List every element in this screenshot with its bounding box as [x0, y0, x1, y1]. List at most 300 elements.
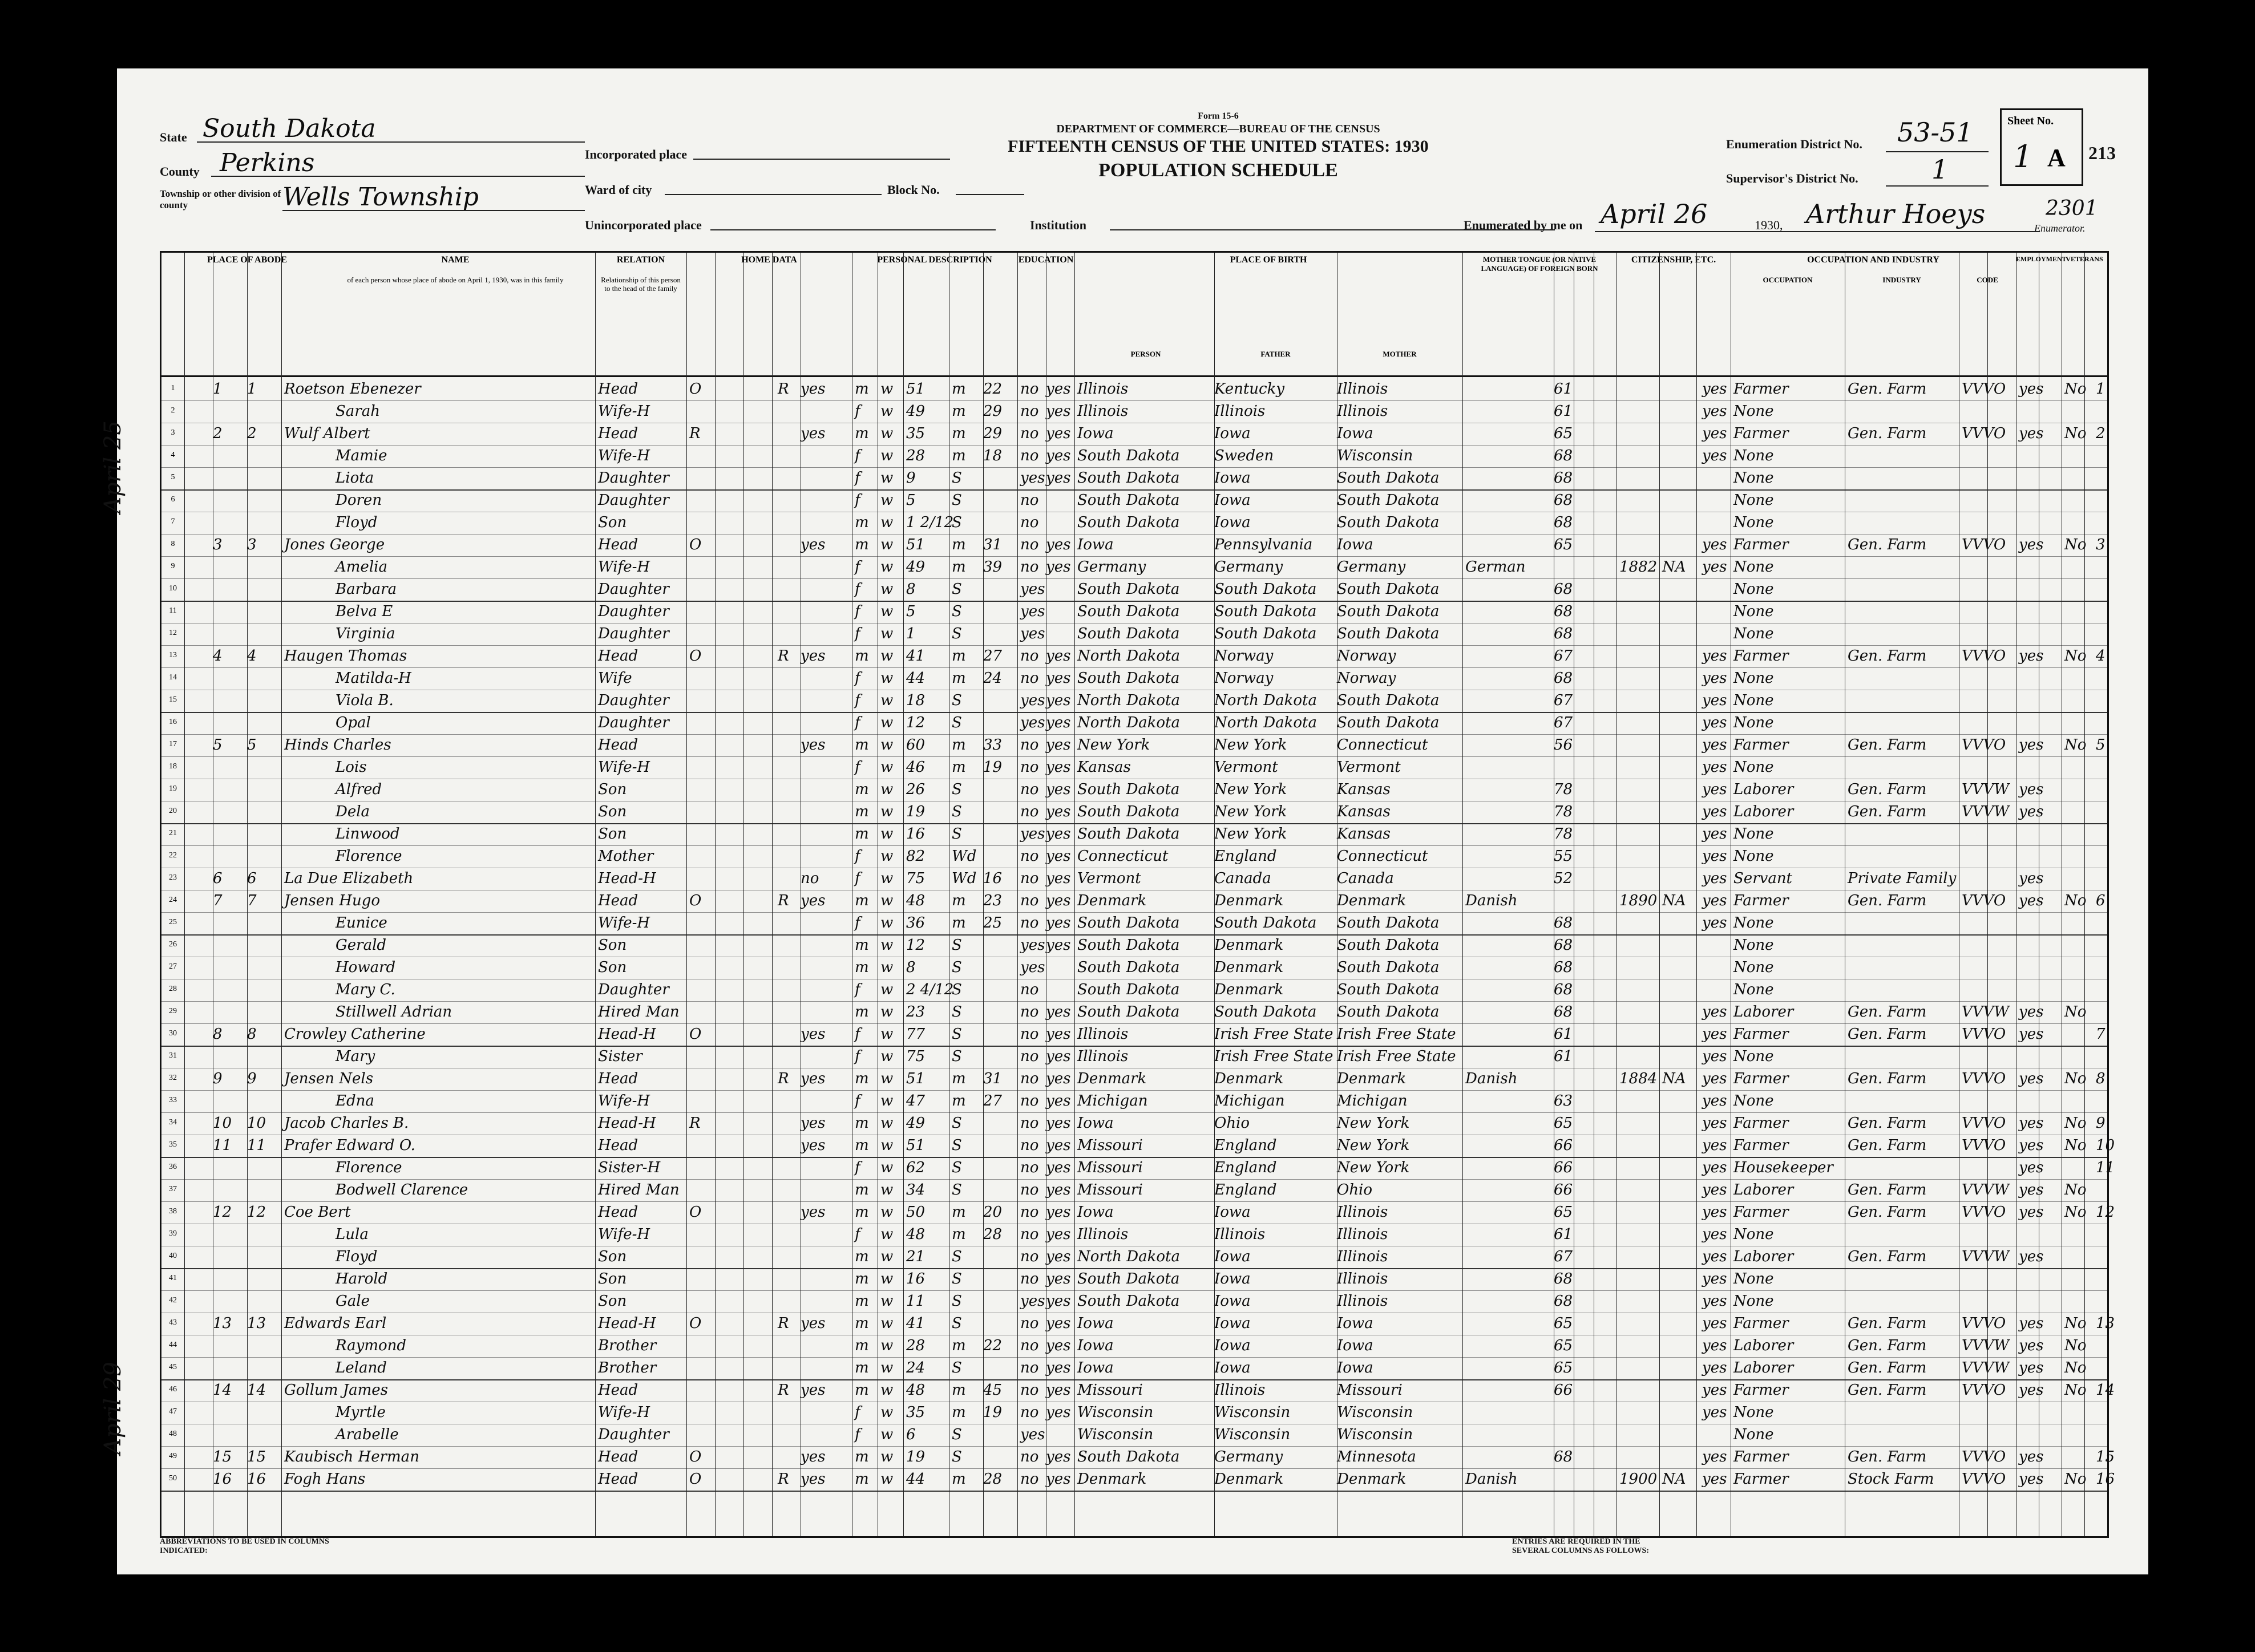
cell-ocode: VVVO: [1962, 425, 2006, 442]
cell-sex: m: [855, 1337, 869, 1354]
cell-lit: yes: [1046, 937, 1071, 954]
cell-ms: m: [952, 670, 966, 687]
cell-lit: yes: [1046, 736, 1071, 754]
cell-cit: NA: [1662, 892, 1686, 909]
cell-dw: 3: [213, 536, 223, 553]
cell-sch: no: [1020, 492, 1039, 509]
cell-lit: yes: [1046, 714, 1071, 731]
cell-mage: 25: [983, 914, 1003, 932]
cell-race: w: [880, 1048, 894, 1065]
cell-name: Sarah: [336, 403, 380, 420]
cell-rel: Daughter: [598, 625, 669, 642]
cell-eng: yes: [1702, 1471, 1727, 1488]
cell-ln: 6: [171, 495, 175, 504]
cell-occ: None: [1733, 469, 1774, 487]
cell-ln: 38: [169, 1207, 177, 1216]
cell-fbp: Iowa: [1214, 1270, 1251, 1287]
cell-mbp: Irish Free State: [1337, 1026, 1456, 1043]
form-number: Form 15-6: [1198, 111, 1239, 121]
cell-ocode: VVVO: [1962, 1204, 2006, 1221]
cell-code: 61: [1554, 1048, 1573, 1065]
cell-ms: m: [952, 558, 966, 576]
cell-ms: S: [952, 1115, 962, 1132]
cell-vet: No: [2064, 736, 2087, 754]
cell-rel: Wife-H: [598, 558, 650, 576]
cell-farmsch: 3: [2096, 536, 2106, 553]
header-code: CODE: [1977, 276, 1998, 284]
cell-fbp: England: [1214, 848, 1277, 865]
cell-rel: Wife-H: [598, 447, 650, 464]
cell-rel: Wife: [598, 670, 632, 687]
cell-code: 67: [1554, 1248, 1573, 1265]
cell-occ: None: [1733, 403, 1774, 420]
cell-lit: yes: [1046, 892, 1071, 909]
cell-emp: yes: [2019, 536, 2044, 553]
cell-eng: yes: [1702, 1270, 1727, 1287]
cell-fbp: Denmark: [1214, 892, 1284, 909]
cell-fbp: New York: [1214, 803, 1287, 820]
cell-bp: South Dakota: [1077, 1293, 1180, 1310]
cell-fbp: England: [1214, 1137, 1277, 1154]
cell-rel: Mother: [598, 848, 654, 865]
cell-ln: 41: [169, 1274, 177, 1282]
cell-mbp: Wisconsin: [1337, 1404, 1413, 1421]
cell-age: 35: [906, 1404, 926, 1421]
margin-note-top: April 25: [100, 420, 126, 513]
cell-mage: 27: [983, 1092, 1003, 1110]
cell-eng: yes: [1702, 1181, 1727, 1198]
cell-ind: Gen. Farm: [1848, 536, 1927, 553]
cell-sch: yes: [1020, 469, 1045, 487]
cell-eng: yes: [1702, 1026, 1727, 1043]
table-row: [161, 934, 2107, 957]
cell-age: 6: [906, 1426, 916, 1443]
cell-race: w: [880, 1070, 894, 1087]
cell-sch: no: [1020, 892, 1039, 909]
cell-race: w: [880, 1448, 894, 1465]
cell-lit: yes: [1046, 380, 1071, 398]
cell-mage: 28: [983, 1226, 1003, 1243]
cell-rel: Brother: [598, 1359, 657, 1376]
cell-eng: yes: [1702, 1204, 1727, 1221]
enumerator-label: Enumerator.: [2034, 222, 2086, 234]
table-row: [161, 1335, 2107, 1358]
cell-radio: yes: [801, 380, 826, 398]
cell-name: Gerald: [336, 937, 387, 954]
cell-ln: 12: [169, 629, 177, 637]
cell-ms: S: [952, 959, 962, 976]
table-row: [161, 667, 2107, 690]
cell-code: 68: [1554, 1448, 1573, 1465]
cell-lit: yes: [1046, 670, 1071, 687]
cell-occ: None: [1733, 1270, 1774, 1287]
cell-mbp: Canada: [1337, 870, 1394, 887]
cell-occ: None: [1733, 759, 1774, 776]
cell-emp: yes: [2019, 1159, 2044, 1176]
cell-ocode: VVVO: [1962, 536, 2006, 553]
unincorporated-label: Unincorporated place: [585, 218, 702, 232]
cell-sex: f: [855, 848, 860, 865]
cell-fbp: Germany: [1214, 1448, 1283, 1465]
cell-own: O: [689, 536, 702, 553]
cell-ln: 31: [169, 1051, 177, 1060]
cell-sex: f: [855, 447, 860, 464]
cell-fam: 1: [247, 380, 257, 398]
cell-occ: Farmer: [1733, 736, 1789, 754]
cell-race: w: [880, 1226, 894, 1243]
cell-mbp: Michigan: [1337, 1092, 1408, 1110]
cell-age: 35: [906, 425, 926, 442]
cell-lit: yes: [1046, 469, 1071, 487]
census-sheet: [117, 68, 2148, 1574]
column-divider: [715, 253, 716, 1536]
cell-mbp: South Dakota: [1337, 914, 1440, 932]
cell-ms: S: [952, 781, 962, 798]
cell-sex: f: [855, 670, 860, 687]
cell-eng: yes: [1702, 714, 1727, 731]
cell-lit: yes: [1046, 803, 1071, 820]
cell-occ: None: [1733, 447, 1774, 464]
cell-race: w: [880, 1204, 894, 1221]
cell-rel: Head: [598, 536, 638, 553]
cell-race: w: [880, 1337, 894, 1354]
cell-ocode: VVVW: [1962, 1337, 2010, 1354]
cell-code: 68: [1554, 981, 1573, 998]
cell-rel: Head-H: [598, 1115, 656, 1132]
cell-mage: 22: [983, 1337, 1003, 1354]
cell-fbp: New York: [1214, 825, 1287, 843]
cell-sex: f: [855, 603, 860, 620]
enum-district-label: Enumeration District No.: [1726, 137, 1862, 151]
cell-mbp: Denmark: [1337, 892, 1407, 909]
cell-rel: Son: [598, 1248, 627, 1265]
sheet-number-box: [2000, 108, 2083, 186]
table-row: [161, 1201, 2115, 1224]
cell-mbp: Kansas: [1337, 825, 1391, 843]
cell-yr: 1884: [1619, 1070, 1658, 1087]
cell-rel: Wife-H: [598, 403, 650, 420]
cell-name: Viola B.: [336, 692, 394, 709]
cell-ln: 23: [169, 873, 177, 882]
cell-dw: 4: [213, 647, 223, 665]
cell-occ: None: [1733, 558, 1774, 576]
group-personal-description: PERSONAL DESCRIPTION: [877, 255, 992, 265]
cell-ln: 15: [169, 695, 177, 704]
group-employment: EMPLOYMENT: [2016, 255, 2067, 263]
table-row: [161, 1112, 2107, 1135]
cell-fam: 2: [247, 425, 257, 442]
cell-sch: no: [1020, 647, 1039, 665]
cell-lit: yes: [1046, 1092, 1071, 1110]
cell-emp: yes: [2019, 892, 2044, 909]
cell-bp: Iowa: [1077, 1359, 1114, 1376]
cell-lit: yes: [1046, 425, 1071, 442]
cell-race: w: [880, 1026, 894, 1043]
cell-ocode: VVVO: [1962, 1115, 2006, 1132]
column-divider: [743, 253, 744, 1536]
cell-occ: Laborer: [1733, 781, 1794, 798]
group-mother-tongue: MOTHER TONGUE (OR NATIVE LANGUAGE) OF FOREIGN BORN: [1481, 255, 1598, 273]
table-row: [161, 1135, 2115, 1158]
cell-name: Fogh Hans: [284, 1471, 366, 1488]
cell-bp: North Dakota: [1077, 1248, 1180, 1265]
cell-farmsch: 4: [2096, 647, 2106, 665]
cell-code: 66: [1554, 1181, 1573, 1198]
cell-sch: yes: [1020, 1426, 1045, 1443]
cell-race: w: [880, 892, 894, 909]
cell-ms: S: [952, 1248, 962, 1265]
cell-eng: yes: [1702, 1359, 1727, 1376]
cell-ocode: VVVO: [1962, 1070, 2006, 1087]
table-row: [161, 1379, 2115, 1402]
cell-bp: Vermont: [1077, 870, 1141, 887]
cell-mage: 29: [983, 403, 1003, 420]
cell-ln: 18: [169, 762, 177, 771]
cell-name: Jensen Hugo: [284, 892, 381, 909]
cell-eng: yes: [1702, 558, 1727, 576]
cell-age: 12: [906, 937, 926, 954]
cell-race: w: [880, 1248, 894, 1265]
table-row: [161, 690, 2107, 713]
cell-name: Stillwell Adrian: [336, 1003, 452, 1021]
census-title: FIFTEENTH CENSUS OF THE UNITED STATES: 1930: [1008, 137, 1429, 156]
cell-occ: Farmer: [1733, 380, 1789, 398]
cell-ms: m: [952, 759, 966, 776]
incorporated-label: Incorporated place: [585, 147, 688, 161]
cell-rel: Son: [598, 959, 627, 976]
cell-sch: no: [1020, 1026, 1039, 1043]
cell-sch: yes: [1020, 603, 1045, 620]
cell-bp: South Dakota: [1077, 803, 1180, 820]
cell-fbp: Canada: [1214, 870, 1271, 887]
cell-mage: 31: [983, 1070, 1003, 1087]
cell-fbp: Irish Free State: [1214, 1026, 1333, 1043]
cell-ind: Gen. Farm: [1848, 1382, 1927, 1399]
cell-ln: 26: [169, 940, 177, 949]
column-divider: [281, 253, 282, 1536]
cell-age: 8: [906, 581, 916, 598]
cell-ln: 1: [171, 384, 175, 392]
cell-vet: No: [2064, 1204, 2087, 1221]
cell-age: 21: [906, 1248, 926, 1265]
cell-farm: R: [778, 1315, 789, 1332]
cell-rel: Head: [598, 736, 638, 754]
cell-fbp: Iowa: [1214, 1204, 1251, 1221]
table-row: [161, 423, 2107, 446]
cell-sch: no: [1020, 1070, 1039, 1087]
cell-name: Jensen Nels: [284, 1070, 374, 1087]
cell-ms: S: [952, 981, 962, 998]
cell-race: w: [880, 380, 894, 398]
cell-occ: Farmer: [1733, 892, 1789, 909]
cell-sch: yes: [1020, 937, 1045, 954]
cell-mbp: South Dakota: [1337, 514, 1440, 531]
cell-name: Dela: [336, 803, 370, 820]
cell-occ: Farmer: [1733, 647, 1789, 665]
cell-occ: None: [1733, 848, 1774, 865]
cell-mbp: South Dakota: [1337, 492, 1440, 509]
cell-bp: Germany: [1077, 558, 1146, 576]
cell-ind: Gen. Farm: [1848, 736, 1927, 754]
cell-ln: 8: [171, 540, 175, 548]
cell-sch: no: [1020, 1248, 1039, 1265]
column-divider: [903, 253, 904, 1536]
cell-name: Roetson Ebenezer: [284, 380, 421, 398]
cell-sex: m: [855, 1070, 869, 1087]
table-row: [161, 445, 2107, 468]
cell-bp: Iowa: [1077, 425, 1114, 442]
cell-bp: Illinois: [1077, 380, 1129, 398]
cell-fam: 13: [247, 1315, 266, 1332]
cell-mbp: South Dakota: [1337, 937, 1440, 954]
cell-ms: S: [952, 469, 962, 487]
ward-label: Ward of city: [585, 183, 652, 197]
cell-age: 11: [906, 1293, 926, 1310]
cell-sex: f: [855, 870, 860, 887]
cell-mbp: Connecticut: [1337, 736, 1428, 754]
cell-lit: yes: [1046, 1226, 1071, 1243]
cell-ind: Gen. Farm: [1848, 1448, 1927, 1465]
cell-occ: None: [1733, 981, 1774, 998]
cell-age: 5: [906, 603, 916, 620]
cell-code: 68: [1554, 581, 1573, 598]
cell-tongue: German: [1465, 558, 1526, 576]
cell-ln: 27: [169, 962, 177, 971]
cell-ln: 4: [171, 451, 175, 459]
cell-occ: None: [1733, 1426, 1774, 1443]
cell-age: 47: [906, 1092, 926, 1110]
cell-code: 66: [1554, 1382, 1573, 1399]
cell-bp: Wisconsin: [1077, 1404, 1154, 1421]
cell-eng: yes: [1702, 536, 1727, 553]
table-row: [161, 1023, 2107, 1047]
cell-race: w: [880, 581, 894, 598]
table-row: [161, 912, 2107, 936]
cell-vet: No: [2064, 380, 2087, 398]
cell-occ: Farmer: [1733, 1137, 1789, 1154]
cell-age: 34: [906, 1181, 926, 1198]
cell-age: 23: [906, 1003, 926, 1021]
cell-code: 61: [1554, 380, 1573, 398]
cell-mage: 16: [983, 870, 1003, 887]
table-row: [161, 1402, 2107, 1424]
cell-dw: 16: [213, 1471, 232, 1488]
cell-farmsch: 5: [2096, 736, 2106, 754]
cell-eng: yes: [1702, 1448, 1727, 1465]
group-place-of-abode: PLACE OF ABODE: [207, 255, 287, 265]
cell-ind: Gen. Farm: [1848, 1204, 1927, 1221]
cell-age: 1: [906, 625, 916, 642]
cell-lit: yes: [1046, 1293, 1071, 1310]
cell-age: 60: [906, 736, 926, 754]
cell-fbp: South Dakota: [1214, 1003, 1317, 1021]
cell-name: Edna: [336, 1092, 374, 1110]
cell-dw: 12: [213, 1204, 232, 1221]
table-row: [161, 1268, 2107, 1291]
cell-ln: 37: [169, 1185, 177, 1193]
cell-race: w: [880, 1382, 894, 1399]
cell-bp: South Dakota: [1077, 670, 1180, 687]
cell-occ: Laborer: [1733, 803, 1794, 820]
cell-emp: yes: [2019, 803, 2044, 820]
cell-sex: m: [855, 736, 869, 754]
cell-occ: Farmer: [1733, 425, 1789, 442]
cell-name: La Due Elizabeth: [284, 870, 414, 887]
cell-sex: f: [855, 1026, 860, 1043]
cell-fbp: South Dakota: [1214, 914, 1317, 932]
cell-sex: m: [855, 803, 869, 820]
cell-mbp: Norway: [1337, 670, 1396, 687]
cell-sex: f: [855, 1159, 860, 1176]
cell-name: Lula: [336, 1226, 369, 1243]
cell-code: 67: [1554, 692, 1573, 709]
cell-ln: 32: [169, 1074, 177, 1082]
cell-rel: Head: [598, 1382, 638, 1399]
cell-occ: None: [1733, 1226, 1774, 1243]
cell-ln: 40: [169, 1252, 177, 1260]
cell-code: 65: [1554, 1359, 1573, 1376]
cell-eng: yes: [1702, 1070, 1727, 1087]
cell-farmsch: 16: [2096, 1471, 2115, 1488]
cell-sch: no: [1020, 1003, 1039, 1021]
cell-fbp: Michigan: [1214, 1092, 1285, 1110]
table-row: [161, 1068, 2107, 1091]
cell-code: 66: [1554, 1137, 1573, 1154]
table-row: [161, 712, 2107, 735]
table-row: [161, 1290, 2107, 1313]
header-birth-person: PERSON: [1130, 350, 1161, 358]
column-divider: [1987, 253, 1988, 1536]
cell-name: Bodwell Clarence: [336, 1181, 468, 1198]
cell-bp: South Dakota: [1077, 581, 1180, 598]
cell-name: Prafer Edward O.: [284, 1137, 415, 1154]
cell-own: O: [689, 1315, 702, 1332]
cell-ln: 24: [169, 896, 177, 904]
cell-emp: yes: [2019, 1337, 2044, 1354]
cell-fbp: Irish Free State: [1214, 1048, 1333, 1065]
cell-name: Jacob Charles B.: [284, 1115, 409, 1132]
cell-sch: no: [1020, 403, 1039, 420]
cell-race: w: [880, 492, 894, 509]
cell-fam: 16: [247, 1471, 266, 1488]
cell-sex: f: [855, 914, 860, 932]
cell-ms: S: [952, 1426, 962, 1443]
cell-rel: Head-H: [598, 1315, 656, 1332]
cell-mbp: New York: [1337, 1137, 1410, 1154]
cell-bp: South Dakota: [1077, 447, 1180, 464]
cell-fbp: Denmark: [1214, 959, 1284, 976]
institution-label: Institution: [1030, 218, 1087, 232]
cell-occ: None: [1733, 492, 1774, 509]
cell-ocode: VVVO: [1962, 1026, 2006, 1043]
cell-code: [1554, 1425, 1617, 1445]
cell-race: w: [880, 1471, 894, 1488]
sheet-number: 1: [2013, 139, 2033, 175]
cell-ocode: VVVO: [1962, 1448, 2006, 1465]
cell-radio: yes: [801, 1115, 826, 1132]
cell-mbp: Irish Free State: [1337, 1048, 1456, 1065]
cell-ocode: VVVO: [1962, 1382, 2006, 1399]
cell-ind: Gen. Farm: [1848, 1115, 1927, 1132]
cell-farm: R: [778, 1070, 789, 1087]
cell-lit: yes: [1046, 759, 1071, 776]
cell-fbp: Iowa: [1214, 1315, 1251, 1332]
cell-code: 65: [1554, 1204, 1573, 1221]
column-divider: [1017, 253, 1018, 1536]
cell-sch: no: [1020, 1181, 1039, 1198]
cell-race: w: [880, 447, 894, 464]
cell-bp: South Dakota: [1077, 914, 1180, 932]
